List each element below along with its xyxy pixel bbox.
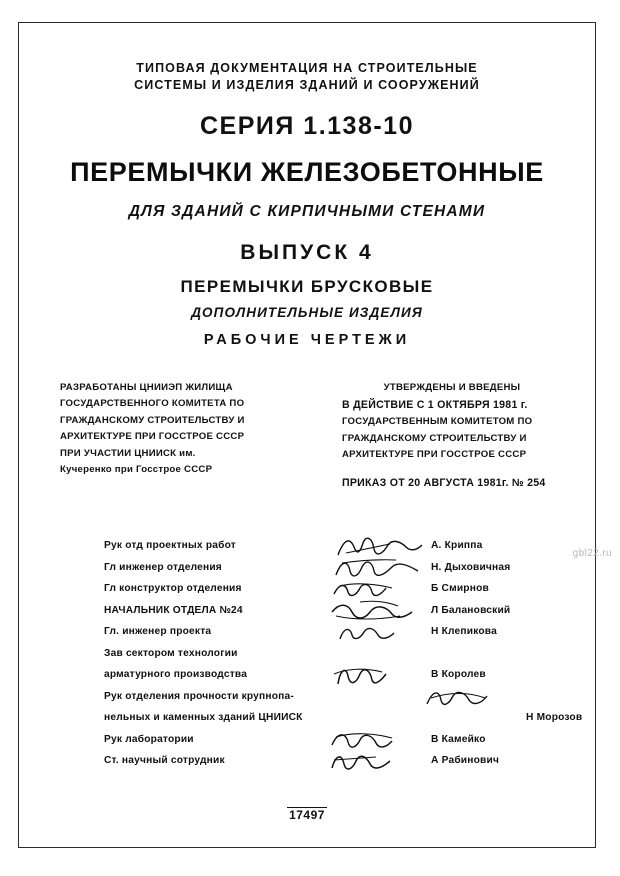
signature-role: Рук отделения прочности крупнопа- xyxy=(104,690,294,702)
signature-blank xyxy=(431,712,526,730)
handwritten-signature-icon xyxy=(431,691,526,709)
signature-row xyxy=(104,626,562,648)
approval-line-4: ГРАЖДАНСКОМУ СТРОИТЕЛЬСТВУ И xyxy=(342,432,527,444)
developer-line-5: ПРИ УЧАСТИИ ЦНИИСК им. xyxy=(60,447,196,459)
signature-person: В Королев xyxy=(431,669,486,681)
signature-person: Б Смирнов xyxy=(431,583,489,595)
signature-person: А. Криппа xyxy=(431,540,483,552)
signature-person: Н Морозов xyxy=(526,712,583,724)
issue-title: ПЕРЕМЫЧКИ БРУСКОВЫЕ xyxy=(180,276,434,296)
signature-role: НАЧАЛЬНИК ОТДЕЛА №24 xyxy=(104,604,243,616)
page-subtitle: ДЛЯ ЗДАНИЙ С КИРПИЧНЫМИ СТЕНАМИ xyxy=(128,202,486,220)
approval-block xyxy=(342,380,562,492)
document-number xyxy=(18,808,596,822)
approval-line-5: АРХИТЕКТУРЕ ПРИ ГОССТРОЕ СССР xyxy=(342,449,527,461)
signature-row xyxy=(104,755,562,777)
document-number-value: 17497 xyxy=(289,808,325,822)
watermark: gbl22.ru xyxy=(572,548,612,559)
handwritten-signature-icon xyxy=(336,626,431,644)
signature-role: арматурного производства xyxy=(104,669,248,681)
handwritten-signature-icon xyxy=(336,669,431,687)
signature-person: В Камейко xyxy=(431,733,486,745)
header-line-2: СИСТЕМЫ И ИЗДЕЛИЯ ЗДАНИЙ И СООРУЖЕНИЙ xyxy=(134,77,480,92)
approval-order: ПРИКАЗ ОТ 20 АВГУСТА 1981г. № 254 xyxy=(342,476,546,489)
signature-person: Н Клепикова xyxy=(431,626,498,638)
signature-role: Гл конструктор отделения xyxy=(104,583,242,595)
issue-subtitle: ДОПОЛНИТЕЛЬНЫЕ ИЗДЕЛИЯ xyxy=(191,304,423,320)
developer-line-6: Кучеренко при Госстрое СССР xyxy=(60,464,213,476)
approval-line-2: В ДЕЙСТВИЕ С 1 ОКТЯБРЯ 1981 г. xyxy=(342,399,528,412)
document-header xyxy=(52,60,562,94)
signature-person: А Рабинович xyxy=(431,755,500,767)
signature-role: Ст. научный сотрудник xyxy=(104,755,225,767)
page-title: ПЕРЕМЫЧКИ ЖЕЛЕЗОБЕТОННЫЕ xyxy=(70,156,544,187)
signature-role: Гл. инженер проекта xyxy=(104,626,212,638)
series-number: СЕРИЯ 1.138-10 xyxy=(200,111,414,140)
developer-block xyxy=(52,380,290,492)
approval-line-3: ГОСУДАРСТВЕННЫМ КОМИТЕТОМ ПО xyxy=(342,416,533,428)
sheet-content xyxy=(18,22,596,848)
developer-line-1: РАЗРАБОТАНЫ ЦНИИЭП ЖИЛИЩА xyxy=(60,381,233,393)
issue-number: ВЫПУСК 4 xyxy=(240,240,374,264)
signature-role: нельных и каменных зданий ЦНИИСК xyxy=(104,712,303,724)
drawings-label: РАБОЧИЕ ЧЕРТЕЖИ xyxy=(203,331,411,348)
credits-row xyxy=(52,380,562,492)
developer-line-3: ГРАЖДАНСКОМУ СТРОИТЕЛЬСТВУ И xyxy=(60,414,245,426)
signature-role: Зав сектором технологии xyxy=(104,647,238,659)
handwritten-signature-icon xyxy=(336,755,431,773)
approval-line-1: УТВЕРЖДЕНЫ И ВВЕДЕНЫ xyxy=(383,381,521,393)
developer-line-2: ГОСУДАРСТВЕННОГО КОМИТЕТА ПО xyxy=(60,398,245,410)
header-line-1: ТИПОВАЯ ДОКУМЕНТАЦИЯ НА СТРОИТЕЛЬНЫЕ xyxy=(136,61,478,75)
developer-line-4: АРХИТЕКТУРЕ ПРИ ГОССТРОЕ СССР xyxy=(60,431,245,443)
signature-list xyxy=(52,540,583,777)
signature-row xyxy=(104,691,562,713)
signature-role: Рук отд проектных работ xyxy=(104,540,236,552)
signature-person: Н. Дыховичная xyxy=(431,561,511,573)
signature-person: Л Балановский xyxy=(431,604,511,616)
signature-role: Гл инженер отделения xyxy=(104,561,222,573)
signature-role: Рук лаборатории xyxy=(104,733,194,745)
